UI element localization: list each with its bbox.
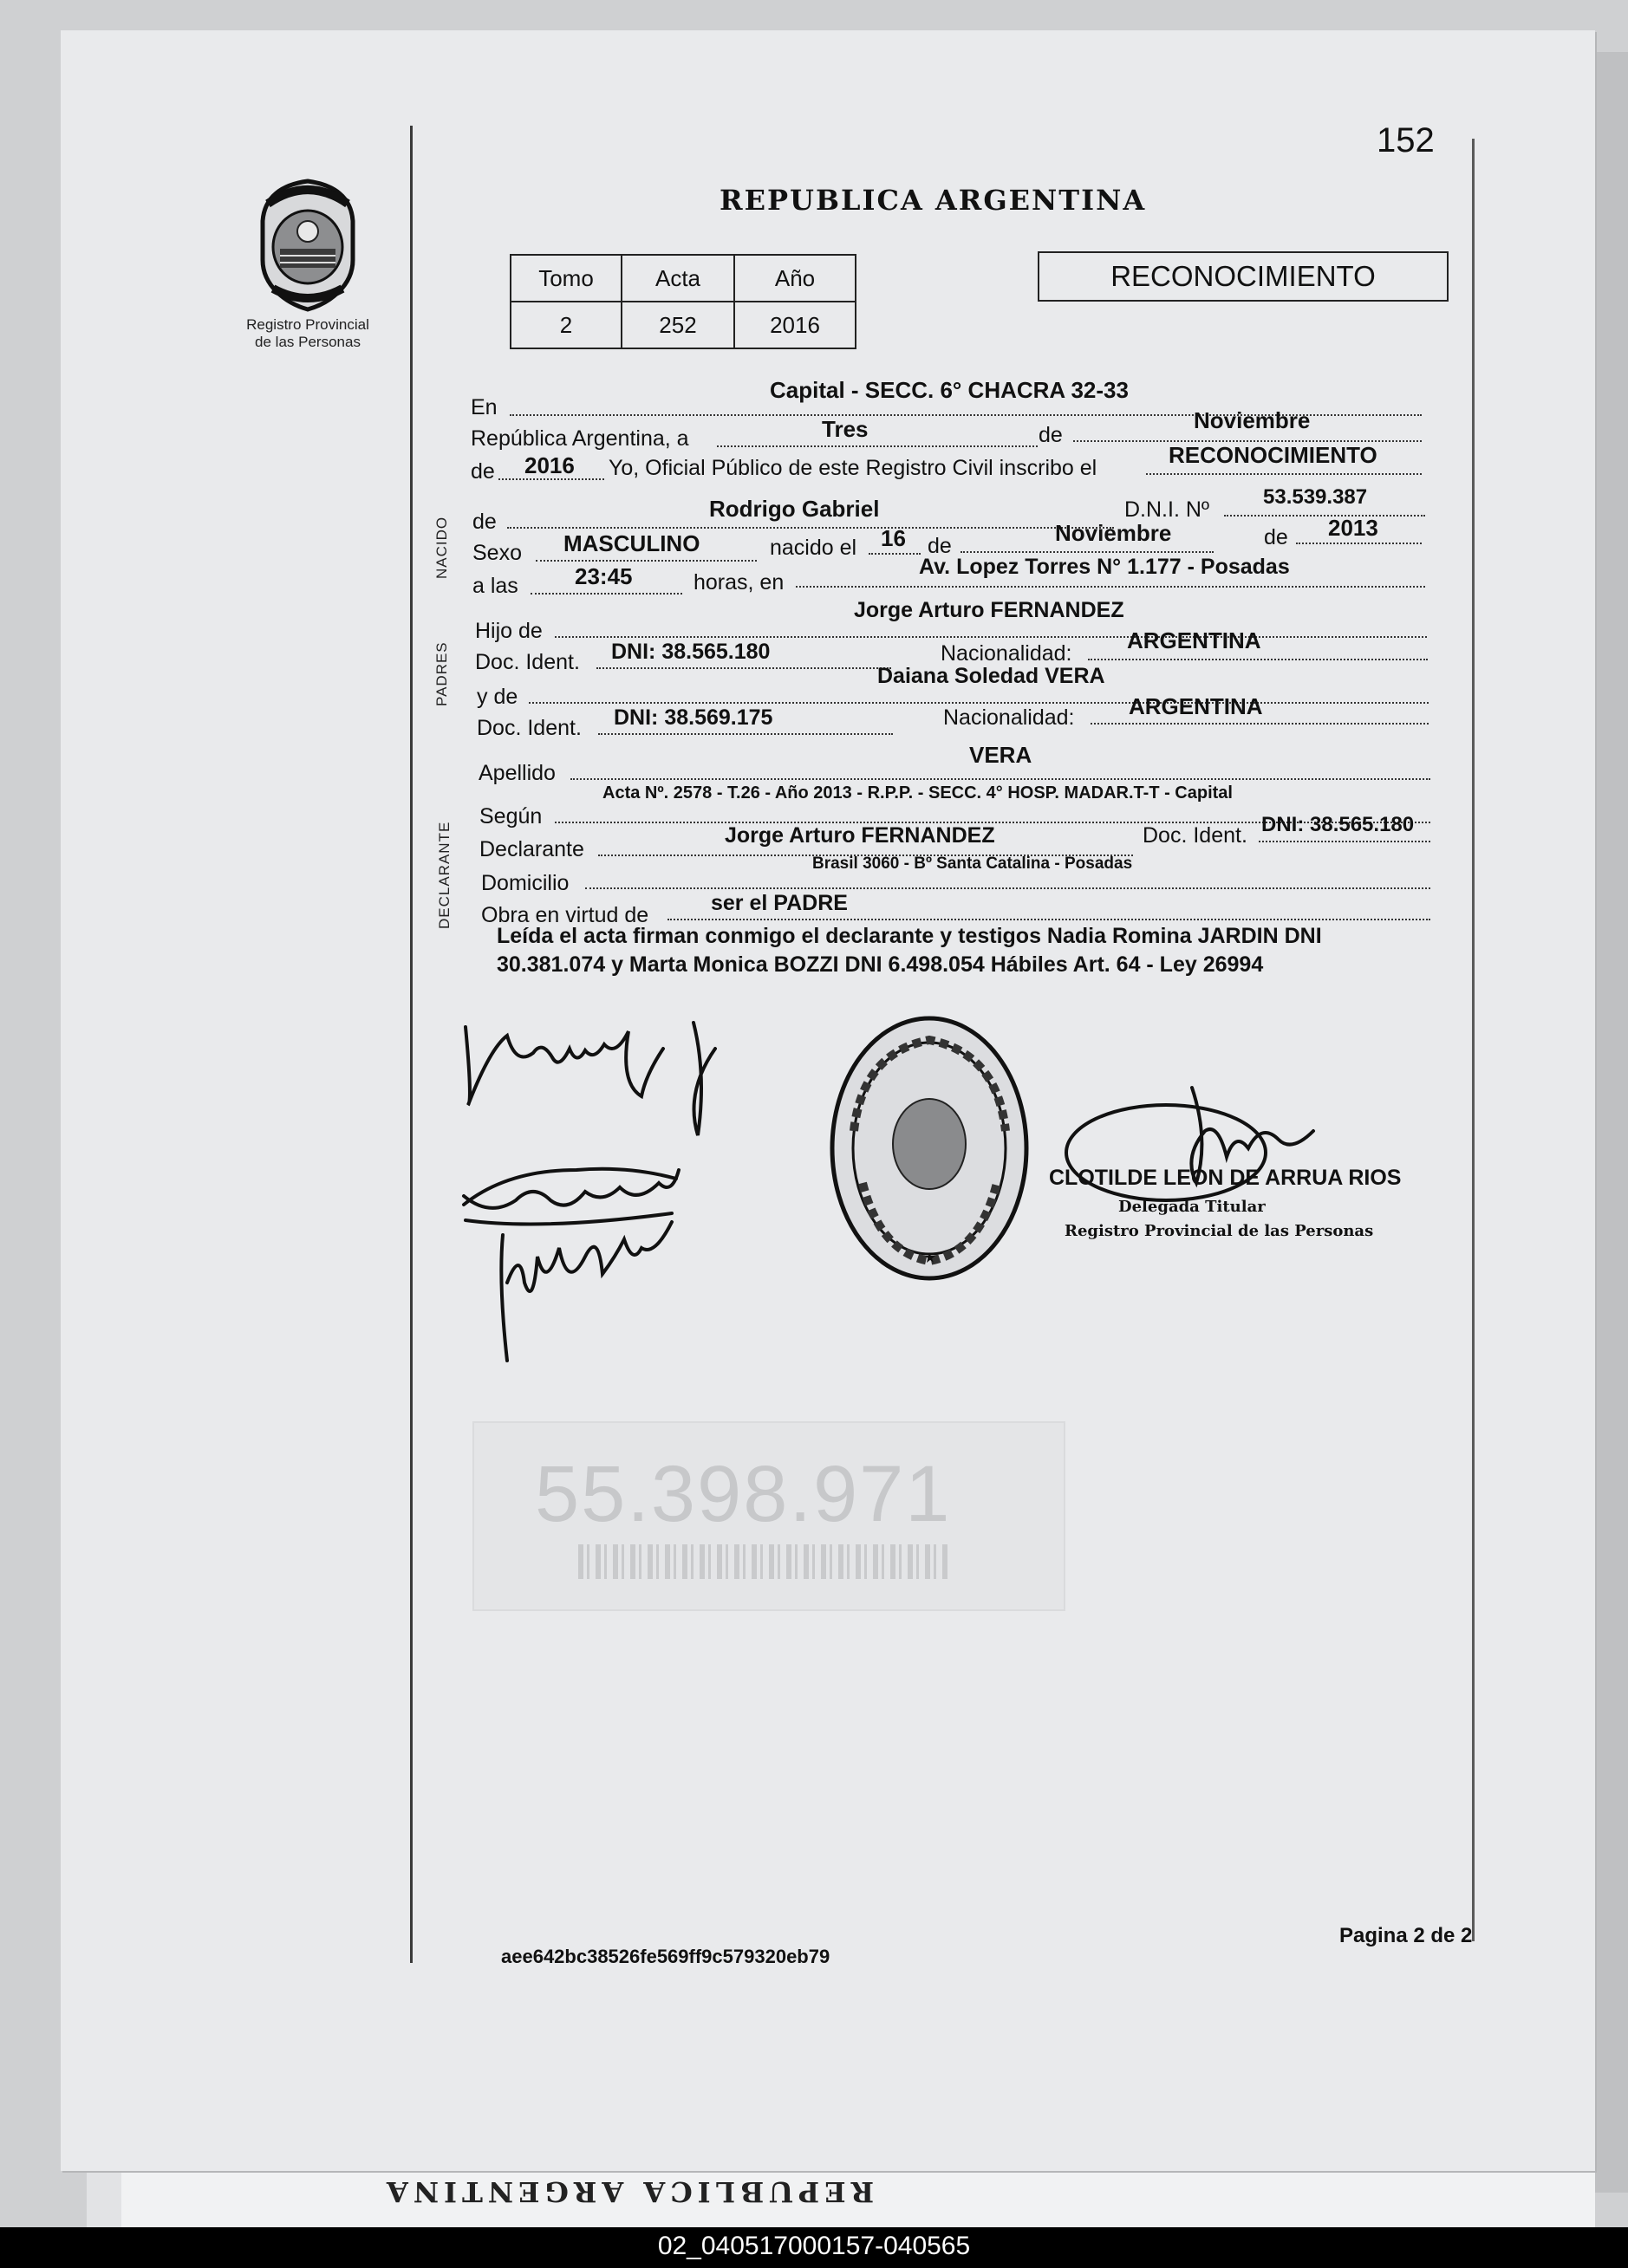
closing-statement: Leída el acta firman conmigo el declarante y testigos Nadia Romina JARDIN DNI 30.381.074 y Marta Monica BOZZI DNI 6.498.054 Hábiles Art. 64 - Ley 26994 bbox=[497, 924, 1322, 977]
official-seal-icon bbox=[828, 1010, 1032, 1287]
faded-number-box bbox=[472, 1421, 1065, 1611]
value-obra: ser el PADRE bbox=[711, 891, 848, 915]
record-table bbox=[510, 254, 856, 349]
value-doc-ident-3: DNI: 38.565.180 bbox=[1261, 813, 1415, 836]
dotted-line bbox=[1259, 841, 1430, 842]
label-hijo-de: Hijo de bbox=[475, 619, 543, 643]
dotted-line bbox=[869, 553, 921, 555]
header-tomo: Tomo bbox=[511, 255, 622, 302]
value-anio: 2016 bbox=[524, 452, 575, 478]
label-domicilio: Domicilio bbox=[481, 871, 570, 895]
page-number: 152 bbox=[1377, 121, 1435, 159]
header-acta: Acta bbox=[622, 255, 734, 302]
value-ano: 2016 bbox=[734, 302, 856, 348]
label-y-de: y de bbox=[477, 685, 518, 709]
dotted-line bbox=[570, 778, 1430, 780]
official-office: Registro Provincial de las Personas bbox=[1065, 1222, 1374, 1240]
value-nombre: Rodrigo Gabriel bbox=[709, 496, 880, 522]
label-doc-ident-2: Doc. Ident. bbox=[477, 716, 582, 740]
provincial-seal-icon bbox=[247, 178, 368, 312]
label-de-nombre: de bbox=[472, 510, 497, 534]
value-apellido: VERA bbox=[969, 742, 1032, 768]
header-ano: Año bbox=[734, 255, 856, 302]
value-nacido-mes: Noviembre bbox=[1055, 520, 1172, 546]
dotted-line bbox=[529, 702, 1429, 704]
text-yo-oficial: Yo, Oficial Público de este Registro Civil inscribo el bbox=[609, 456, 1097, 480]
file-name-caption: 02_040517000157-040565 bbox=[657, 2232, 971, 2260]
value-nacionalidad-2: ARGENTINA bbox=[1129, 693, 1263, 719]
seal-caption-line-2: de las Personas bbox=[255, 334, 361, 350]
value-nacionalidad-1: ARGENTINA bbox=[1127, 627, 1261, 653]
dotted-line bbox=[531, 593, 682, 595]
label-a-las: a las bbox=[472, 574, 518, 598]
seal-caption-line-1: Registro Provincial bbox=[246, 316, 369, 333]
label-doc-ident-3: Doc. Ident. bbox=[1143, 823, 1247, 848]
official-name: CLOTILDE LEON DE ARRUA RIOS bbox=[1049, 1166, 1402, 1190]
value-padre: Jorge Arturo FERNANDEZ bbox=[854, 598, 1124, 622]
label-en: En bbox=[471, 395, 498, 419]
value-hora: 23:45 bbox=[575, 563, 633, 589]
dotted-line bbox=[1088, 659, 1428, 660]
value-doc-ident-1: DNI: 38.565.180 bbox=[611, 640, 771, 664]
side-label-padres: PADRES bbox=[433, 641, 450, 706]
label-apellido: Apellido bbox=[479, 761, 556, 785]
official-signature-icon bbox=[1062, 1070, 1348, 1218]
value-lugar: Av. Lopez Torres N° 1.177 - Posadas bbox=[919, 555, 1290, 579]
country-title: REPUBLICA ARGENTINA bbox=[720, 184, 1147, 217]
record-type-box: RECONOCIMIENTO bbox=[1038, 251, 1449, 302]
label-republica: República Argentina, a bbox=[471, 426, 689, 451]
dotted-line bbox=[1091, 723, 1429, 725]
value-nacido-anio: 2013 bbox=[1328, 515, 1378, 541]
value-acto: RECONOCIMIENTO bbox=[1169, 442, 1377, 468]
label-horas-en: horas, en bbox=[694, 570, 785, 595]
label-declarante: Declarante bbox=[479, 837, 584, 861]
dotted-line bbox=[585, 887, 1430, 889]
record-value-row bbox=[511, 302, 856, 348]
handwritten-signatures-icon bbox=[455, 997, 733, 1378]
label-doc-ident-1: Doc. Ident. bbox=[475, 650, 580, 674]
faded-number: 55.398.971 bbox=[535, 1450, 952, 1538]
value-tomo: 2 bbox=[511, 302, 622, 348]
value-doc-ident-2: DNI: 38.569.175 bbox=[614, 705, 773, 730]
value-domicilio: Brasil 3060 - Bº Santa Catalina - Posadas bbox=[812, 855, 1133, 873]
dotted-line bbox=[1296, 543, 1422, 544]
right-border-line bbox=[1472, 139, 1475, 1941]
official-role: Delegada Titular bbox=[1118, 1198, 1266, 1216]
label-sexo: Sexo bbox=[472, 541, 522, 565]
value-segun: Acta Nº. 2578 - T.26 - Año 2013 - R.P.P. - SECC. 4° HOSP. MADAR.T-T - Capital bbox=[602, 783, 1233, 803]
dotted-line bbox=[717, 445, 1038, 447]
dotted-line bbox=[507, 527, 1114, 529]
dotted-line bbox=[1146, 473, 1422, 475]
dotted-line bbox=[536, 560, 757, 562]
dotted-line bbox=[796, 586, 1425, 588]
value-declarante: Jorge Arturo FERNANDEZ bbox=[725, 823, 995, 848]
value-sexo: MASCULINO bbox=[563, 530, 700, 556]
label-nacionalidad-2: Nacionalidad: bbox=[943, 705, 1075, 730]
faded-barcode bbox=[578, 1544, 951, 1579]
value-dia: Tres bbox=[822, 416, 869, 442]
record-header-row bbox=[511, 255, 856, 302]
label-dni: D.N.I. Nº bbox=[1124, 497, 1210, 522]
value-madre: Daiana Soledad VERA bbox=[877, 664, 1105, 688]
label-segun: Según bbox=[479, 804, 543, 829]
label-obra: Obra en virtud de bbox=[481, 903, 649, 927]
document-hash: aee642bc38526fe569ff9c579320eb79 bbox=[501, 1946, 830, 1967]
dotted-line bbox=[598, 733, 893, 735]
value-dni: 53.539.387 bbox=[1263, 485, 1368, 509]
label-nacido-de-2: de bbox=[1264, 525, 1288, 549]
dotted-line bbox=[555, 636, 1427, 638]
page-counter: Pagina 2 de 2 bbox=[1339, 1924, 1473, 1947]
next-page-title-reversed: REPUBLICA ARGENTINA bbox=[381, 2175, 875, 2208]
dotted-line bbox=[1224, 515, 1425, 517]
value-en: Capital - SECC. 6° CHACRA 32-33 bbox=[770, 377, 1129, 403]
side-label-declarante: DECLARANTE bbox=[436, 821, 453, 929]
label-de-anio: de bbox=[471, 459, 495, 484]
value-nacido-dia: 16 bbox=[881, 525, 906, 551]
side-label-nacido: NACIDO bbox=[433, 516, 450, 579]
label-de: de bbox=[1039, 423, 1063, 447]
seal-caption bbox=[225, 316, 390, 351]
label-nacido-de: de bbox=[928, 534, 952, 558]
dotted-line bbox=[667, 919, 1430, 920]
margin-line bbox=[410, 126, 413, 1963]
value-acta: 252 bbox=[622, 302, 734, 348]
value-mes: Noviembre bbox=[1194, 407, 1311, 433]
label-nacionalidad-1: Nacionalidad: bbox=[941, 641, 1072, 666]
label-nacido: nacido el bbox=[770, 536, 857, 560]
dotted-line bbox=[961, 551, 1214, 553]
dotted-line bbox=[596, 667, 891, 669]
